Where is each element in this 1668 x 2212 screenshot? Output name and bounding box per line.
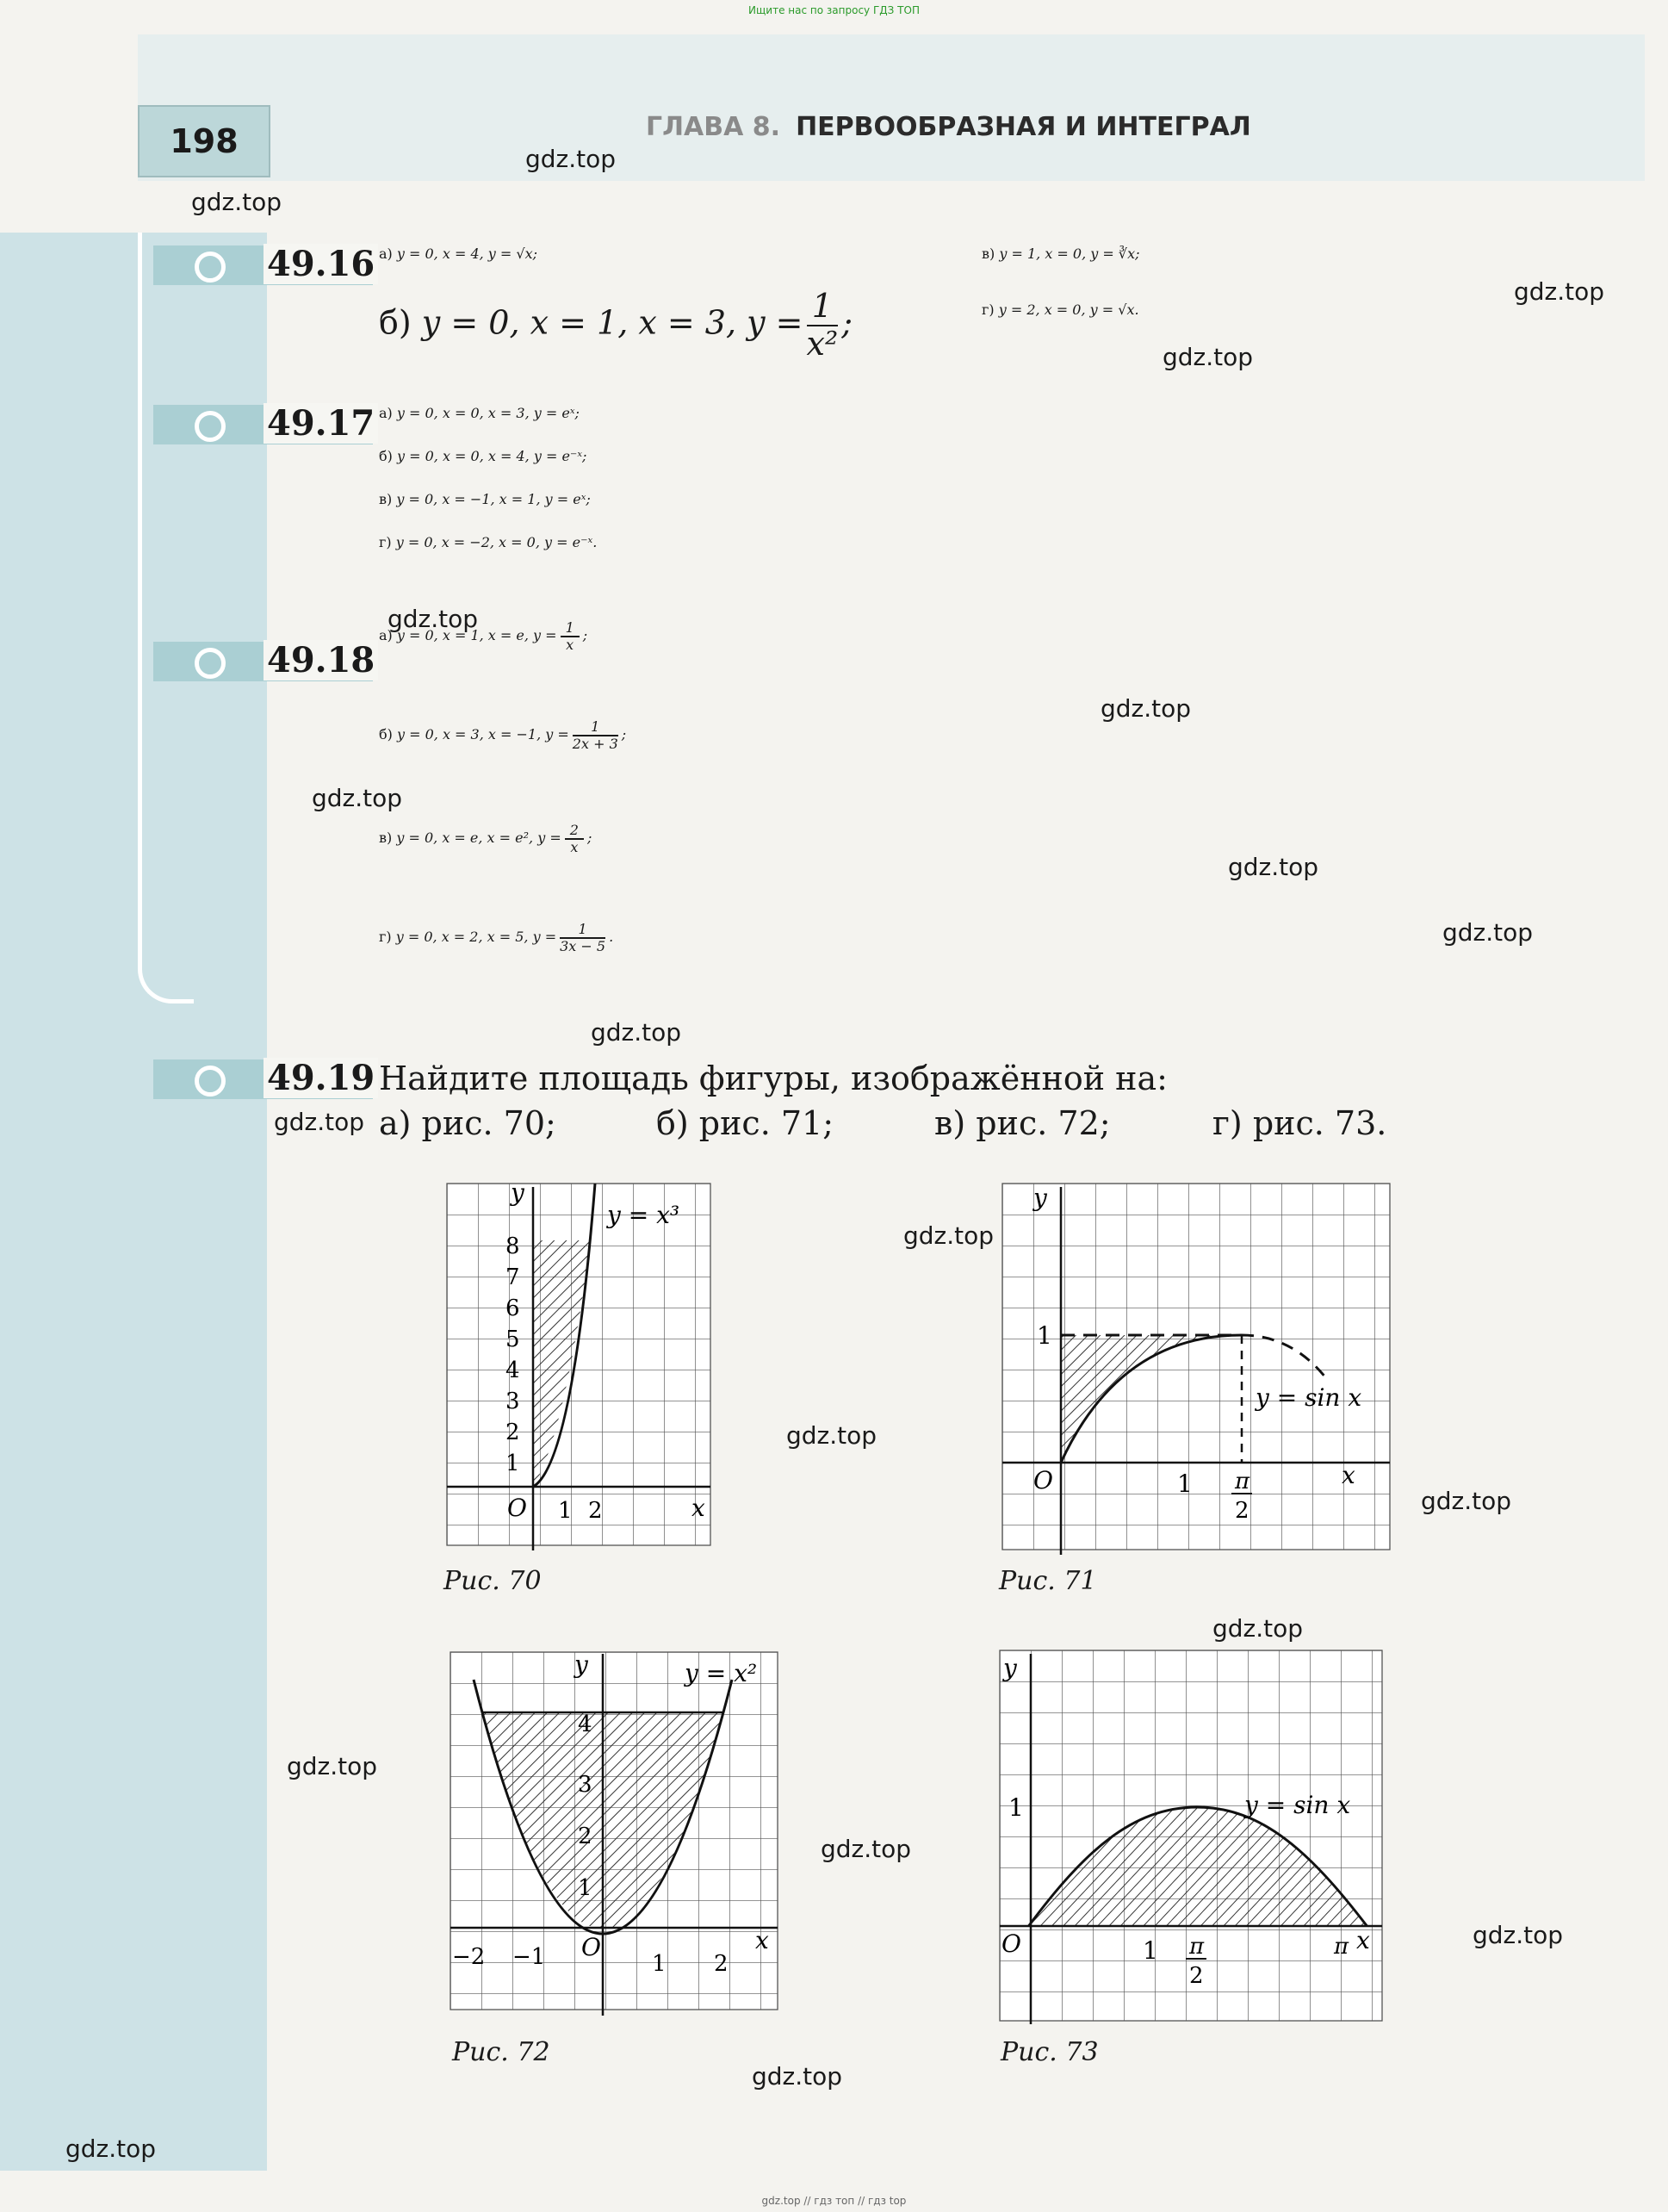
y-tick: 6 bbox=[505, 1296, 520, 1321]
watermark: gdz.top bbox=[525, 145, 617, 173]
y-tick: 3 bbox=[578, 1772, 592, 1798]
x-tick: 1 bbox=[652, 1951, 667, 1977]
fraction-numerator: 1 bbox=[807, 289, 839, 326]
x-tick: −1 bbox=[512, 1944, 546, 1970]
x-tick: 1 bbox=[1177, 1469, 1193, 1498]
y-tick: 1 bbox=[1037, 1321, 1052, 1350]
y-tick: 4 bbox=[578, 1712, 592, 1737]
task-49-17-g bbox=[379, 534, 597, 550]
watermark: gdz.top bbox=[191, 188, 282, 216]
item-end: . bbox=[609, 929, 614, 946]
x-tick: 2 bbox=[714, 1951, 729, 1977]
page-number: 198 bbox=[138, 105, 270, 177]
chapter-name: ПЕРВООБРАЗНАЯ И ИНТЕГРАЛ bbox=[796, 112, 1251, 142]
item-label: г) bbox=[379, 929, 392, 946]
task-marker-icon bbox=[195, 648, 226, 679]
item-end: ; bbox=[621, 726, 627, 743]
task-marker-icon bbox=[195, 411, 226, 442]
item-label: б) bbox=[379, 726, 393, 743]
watermark: gdz.top bbox=[1473, 1921, 1564, 1949]
fraction bbox=[560, 922, 605, 954]
header-band bbox=[138, 34, 1645, 181]
function-label: y = x³ bbox=[607, 1201, 680, 1229]
fraction-denominator: x² bbox=[806, 324, 839, 363]
y-tick: 7 bbox=[505, 1264, 520, 1290]
item-label: б) bbox=[379, 303, 412, 342]
y-tick: 1 bbox=[578, 1875, 592, 1901]
y-label: y bbox=[1033, 1184, 1047, 1212]
item-text: y = 1, x = 0, y = ∛x; bbox=[999, 245, 1140, 262]
watermark: gdz.top bbox=[1163, 343, 1254, 371]
watermark: gdz.top bbox=[388, 605, 479, 633]
task-number: 49.16 bbox=[264, 244, 378, 284]
x-label: x bbox=[1356, 1926, 1370, 1954]
task-49-19-a: а) рис. 70; bbox=[379, 1104, 556, 1142]
fraction bbox=[561, 620, 580, 652]
fraction-denominator: x bbox=[570, 838, 579, 855]
pi-tick: π bbox=[1334, 1934, 1349, 1960]
item-label: г) bbox=[379, 534, 392, 550]
task-group-bracket bbox=[138, 233, 194, 1003]
task-49-19-v: в) рис. 72; bbox=[934, 1104, 1111, 1142]
figure-72 bbox=[443, 1645, 788, 2016]
task-49-19-prompt: Найдите площадь фигуры, изображённой на: bbox=[379, 1059, 1168, 1097]
task-number: 49.17 bbox=[264, 403, 378, 444]
left-margin-band bbox=[0, 233, 267, 2171]
origin-label: O bbox=[507, 1494, 527, 1522]
x-tick: 1 bbox=[1143, 1936, 1158, 1965]
watermark: gdz.top bbox=[1514, 277, 1605, 306]
fraction bbox=[573, 719, 618, 751]
item-text: y = 0, x = −1, x = 1, y = eˣ; bbox=[396, 491, 591, 507]
task-49-18-g bbox=[379, 922, 613, 954]
x-tick: 1 bbox=[558, 1498, 573, 1524]
pi-numerator: π bbox=[1189, 1934, 1205, 1960]
x-label: x bbox=[691, 1494, 705, 1522]
watermark: gdz.top bbox=[312, 784, 403, 812]
watermark: gdz.top bbox=[821, 1835, 912, 1863]
item-text: y = 0, x = 2, x = 5, y = bbox=[395, 929, 557, 946]
y-tick: 8 bbox=[505, 1233, 520, 1259]
watermark: gdz.top bbox=[591, 1018, 682, 1047]
task-number: 49.18 bbox=[264, 640, 378, 680]
item-label: в) bbox=[379, 491, 393, 507]
figure-72-caption: Рис. 72 bbox=[452, 2037, 550, 2067]
item-end: ; bbox=[582, 627, 588, 644]
fraction-numerator: 1 bbox=[561, 620, 580, 637]
x-label: x bbox=[755, 1926, 769, 1954]
bottom-note: gdz.top // гдз топ // гдз top bbox=[761, 2195, 907, 2207]
task-49-16-v bbox=[982, 245, 1140, 262]
figure-71-caption: Рис. 71 bbox=[999, 1566, 1097, 1596]
item-end: ; bbox=[586, 830, 592, 847]
task-49-17-v bbox=[379, 491, 591, 507]
watermark: gdz.top bbox=[1101, 694, 1192, 723]
task-number: 49.19 bbox=[264, 1058, 378, 1098]
watermark: gdz.top bbox=[1442, 918, 1534, 947]
item-text: y = 0, x = 0, x = 4, y = e⁻ˣ; bbox=[396, 448, 587, 464]
fraction-numerator: 2 bbox=[565, 823, 584, 840]
task-marker-icon bbox=[195, 252, 226, 283]
fraction-numerator: 1 bbox=[573, 719, 618, 736]
task-49-17-a bbox=[379, 405, 580, 421]
x-tick: −2 bbox=[452, 1944, 486, 1970]
item-text: y = 0, x = e, x = e², y = bbox=[396, 830, 561, 847]
function-label: y = sin x bbox=[1256, 1383, 1362, 1412]
task-49-19-g: г) рис. 73. bbox=[1212, 1104, 1387, 1142]
item-label: г) bbox=[982, 301, 995, 318]
x-label: x bbox=[1342, 1461, 1355, 1489]
chapter-title bbox=[646, 112, 1251, 142]
fraction-denominator: 3x − 5 bbox=[560, 937, 606, 954]
top-note[interactable]: Ищите нас по запросу ГДЗ ТОП bbox=[748, 4, 920, 16]
item-text: y = 0, x = 0, x = 3, y = eˣ; bbox=[396, 405, 580, 421]
item-label: а) bbox=[379, 405, 393, 421]
watermark: gdz.top bbox=[752, 2062, 843, 2091]
task-49-16-a bbox=[379, 245, 537, 262]
item-end: ; bbox=[841, 303, 853, 342]
figure-70-caption: Рис. 70 bbox=[443, 1566, 542, 1596]
y-tick: 3 bbox=[505, 1389, 520, 1414]
watermark: gdz.top bbox=[274, 1108, 365, 1136]
watermark: gdz.top bbox=[786, 1421, 877, 1450]
watermark: gdz.top bbox=[1228, 853, 1319, 881]
item-label: в) bbox=[982, 245, 995, 262]
task-49-17-b bbox=[379, 448, 586, 464]
figure-71 bbox=[999, 1180, 1395, 1555]
pi-denominator: 2 bbox=[1189, 1963, 1204, 1989]
fraction bbox=[565, 823, 584, 854]
figure-73 bbox=[995, 1645, 1391, 2024]
item-text: y = 0, x = 1, x = e, y = bbox=[396, 627, 557, 644]
item-text: y = 0, x = 3, x = −1, y = bbox=[396, 726, 569, 743]
chapter-label: ГЛАВА 8. bbox=[646, 112, 781, 142]
task-49-19-b: б) рис. 71; bbox=[656, 1104, 834, 1142]
task-49-18-v bbox=[379, 823, 592, 854]
grid bbox=[447, 1184, 710, 1545]
y-tick: 2 bbox=[505, 1420, 520, 1445]
task-49-18-b bbox=[379, 719, 626, 751]
item-label: в) bbox=[379, 830, 393, 847]
item-text: y = 0, x = 4, y = √x; bbox=[396, 245, 538, 262]
fraction bbox=[807, 289, 839, 363]
figure-70 bbox=[443, 1180, 719, 1550]
task-49-16-g bbox=[982, 301, 1139, 318]
fraction-numerator: 1 bbox=[560, 922, 605, 939]
watermark: gdz.top bbox=[903, 1221, 995, 1250]
item-label: б) bbox=[379, 448, 393, 464]
item-label: а) bbox=[379, 245, 393, 262]
y-label: y bbox=[1003, 1654, 1017, 1682]
y-label: y bbox=[574, 1650, 588, 1679]
y-tick: 5 bbox=[505, 1327, 520, 1352]
y-tick: 1 bbox=[505, 1451, 520, 1476]
function-label: y = sin x bbox=[1244, 1791, 1351, 1819]
item-label: а) bbox=[379, 627, 393, 644]
origin-label: O bbox=[581, 1933, 601, 1961]
item-text: y = 0, x = −2, x = 0, y = e⁻ˣ. bbox=[395, 534, 598, 550]
item-text: y = 0, x = 1, x = 3, y = bbox=[421, 303, 803, 342]
item-text: y = 2, x = 0, y = √x. bbox=[998, 301, 1139, 318]
origin-label: O bbox=[1033, 1466, 1053, 1494]
task-marker-icon bbox=[195, 1066, 226, 1097]
fraction-denominator: 2x + 3 bbox=[572, 735, 618, 752]
x-tick: 2 bbox=[588, 1498, 603, 1524]
y-tick: 4 bbox=[505, 1358, 520, 1383]
y-tick: 2 bbox=[578, 1824, 592, 1849]
watermark: gdz.top bbox=[65, 2134, 157, 2163]
figure-73-caption: Рис. 73 bbox=[1001, 2037, 1099, 2067]
pi-numerator: π bbox=[1235, 1469, 1250, 1494]
watermark: gdz.top bbox=[287, 1752, 378, 1780]
fraction-denominator: x bbox=[566, 636, 574, 653]
pi-denominator: 2 bbox=[1235, 1498, 1249, 1524]
task-49-16-b bbox=[379, 289, 853, 363]
function-label: y = x² bbox=[685, 1659, 758, 1687]
y-label: y bbox=[511, 1180, 524, 1207]
y-tick: 1 bbox=[1008, 1793, 1024, 1822]
watermark: gdz.top bbox=[1212, 1614, 1304, 1643]
watermark: gdz.top bbox=[1421, 1487, 1512, 1515]
origin-label: O bbox=[1001, 1929, 1021, 1958]
